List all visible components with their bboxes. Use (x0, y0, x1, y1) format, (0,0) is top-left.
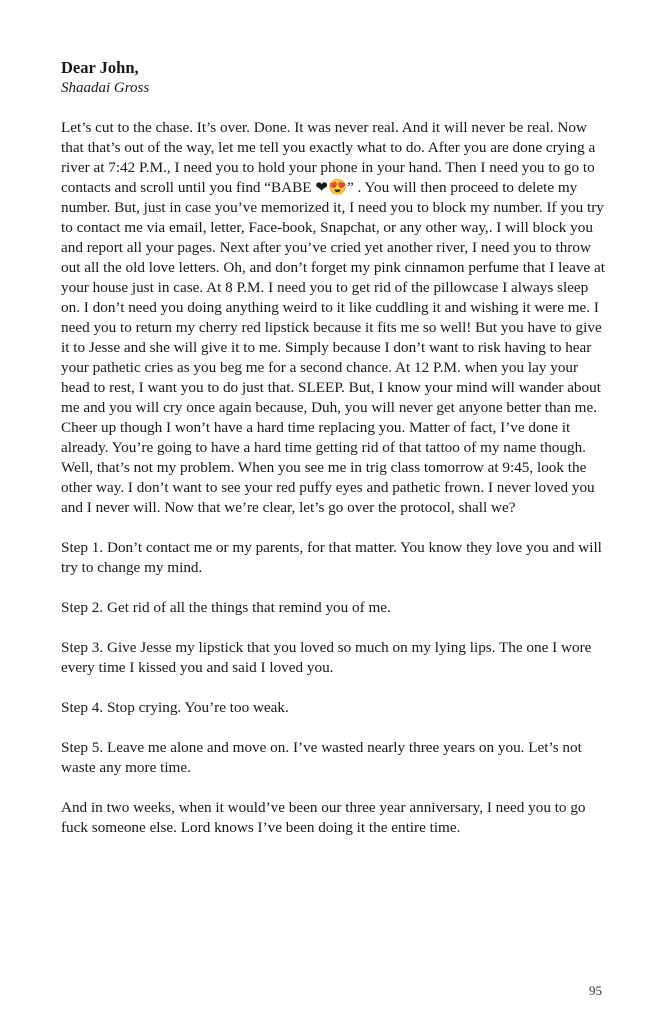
paragraph-closing: And in two weeks, when it would’ve been our three year anniversary, I need you to go fuck someone else. Lord knows I’ve been doing it the entire time. (61, 799, 586, 836)
paragraph-step-2: Step 2. Get rid of all the things that remind you of me. (61, 599, 391, 616)
paragraph-step-5: Step 5. Leave me alone and move on. I’ve wasted nearly three years on you. Let’s not waste any more time. (61, 739, 582, 776)
letter-title: Dear John, (61, 58, 139, 77)
page-number: 95 (589, 983, 602, 998)
paragraph-intro: Let’s cut to the chase. It’s over. Done. It was never real. And it will never be real. Now that that’s out of the way, let me tell you exactly what to do. After you are done crying a river at 7:42 P.M., I need you to hold your phone in your hand. Then I need you to go to contacts and scroll until you find “BABE ❤😍” . You will then proceed to delete my number. But, just in case you’ve memorized it, I need you to block my number. If you try to contact me via email, letter, Face-book, Snapchat, or any other way,. I will block you and report all your pages. Next after you’ve cried yet another river, I need you to throw out all the old love letters. Oh, and don’t forget my pink cinnamon perfume that I leave at your house just in case. At 8 P.M. I need you to get rid of the pillowcase I always sleep on. I don’t need you doing anything weird to it like cuddling it and wishing it were me. I need you to return my cherry red lipstick because it fits me so well! But you have to give it to Jesse and she will give it to me. Simply because I don’t want to risk having to hear your pathetic cries as you beg me for a second chance. At 12 P.M. when you lay your head to rest, I want you to do just that. SLEEP. But, I know your mind will wander about me and you will cry once again because, Duh, you will never get anyone better than me. Cheer up though I won’t have a hard time replacing you. Matter of fact, I’ve done it already. You’re going to have a hard time getting rid of that tattoo of my name though. Well, that’s not my problem. When you see me in trig class tomorrow at 9:45, look the other way. I don’t want to see your red puffy eyes and pathetic frown. I never loved you and I never will. Now that we’re clear, let’s go over the protocol, shall we? (61, 119, 605, 516)
paragraph-step-3: Step 3. Give Jesse my lipstick that you loved so much on my lying lips. The one I wore every time I kissed you and said I loved you. (61, 639, 592, 676)
paragraph-step-4: Step 4. Stop crying. You’re too weak. (61, 699, 289, 716)
author-name: Shaadai Gross (61, 80, 150, 96)
paragraph-step-1: Step 1. Don’t contact me or my parents, for that matter. You know they love you and will try to change my mind. (61, 539, 602, 576)
letter-page (61, 58, 606, 858)
